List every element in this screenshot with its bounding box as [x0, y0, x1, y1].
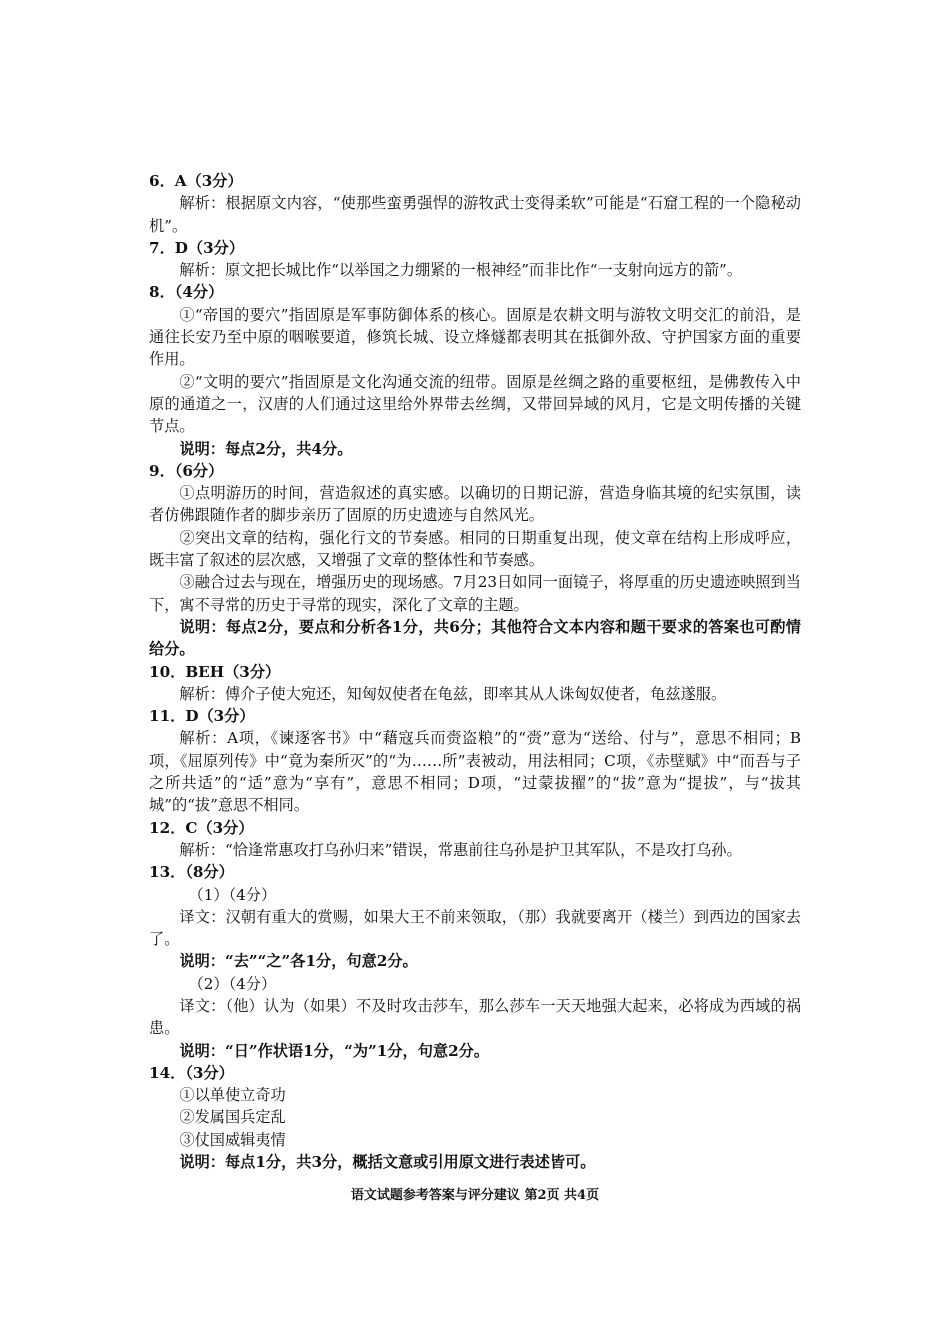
q11-explanation: 解析：A项，《谏逐客书》中“藉寇兵而赍盗粮”的“赍”意为“送给、付与”，意思不相同；B项，《屈原列传》中“竟为秦所灭”的“为……所”表被动，用法相同；C项，《赤壁赋》中“而吾与子之所共适”的“适”意为“享有”，意思不相同；D项，“过蒙拔擢”的“拔”意为“提拔”，与“拔其城”的“拔”意思不相同。: [149, 729, 801, 815]
q8-point-2: ②“文明的要穴”指固原是文化沟通交流的纽带。固原是丝绸之路的重要枢纽，是佛教传入中原的通道之一，汉唐的人们通过这里给外界带去丝绸，又带回异域的风月，它是文明传播的关键节点。: [149, 372, 801, 436]
q9-answer: 9．（6分）: [149, 461, 224, 480]
q8-point-1: ①“帝国的要穴”指固原是军事防御体系的核心。固原是农耕文明与游牧文明交汇的前沿，是通往长安乃至中原的咽喉要道，修筑长城、设立烽燧都表明其在抵御外敌、守护国家方面的重要作用。: [149, 305, 801, 369]
q14-point-3: ③仗国威辑夷情: [179, 1130, 286, 1149]
page-footer: 语文试题参考答案与评分建议 第2页 共4页: [350, 1188, 600, 1203]
q12-explanation: 解析：“恰逢常惠攻打乌孙归来”错误，常惠前往乌孙是护卫其军队，不是攻打乌孙。: [179, 840, 742, 859]
q13-translation-1: 译文：汉朝有重大的赏赐，如果大王不前来领取，（那）我就要离开（楼兰）到西边的国家去了。: [149, 907, 801, 949]
q13-sub-2: （2）（4分）: [188, 974, 277, 993]
q11-answer: 11．D（3分）: [149, 707, 255, 726]
q14-answer: 14．（3分）: [149, 1063, 234, 1082]
q7-answer: 7．D（3分）: [149, 238, 245, 257]
q12-answer: 12．C（3分）: [149, 818, 254, 837]
q10-explanation: 解析：傅介子使大宛还，知匈奴使者在龟兹，即率其从人诛匈奴使者，龟兹遂服。: [179, 684, 727, 703]
answer-key-page: [149, 170, 801, 1173]
q9-point-3: ③融合过去与现在，增强历史的现场感。7月23日如同一面镜子，将厚重的历史遗迹映照到当下，寓不寻常的历史于寻常的现实，深化了文章的主题。: [149, 573, 801, 614]
q8-scoring-note: 说明：每点2分，共4分。: [179, 439, 353, 458]
q10-answer: 10．BEH（3分）: [149, 662, 281, 681]
q8-answer: 8．（4分）: [149, 283, 224, 302]
q14-scoring-note: 说明：每点1分，共3分，概括文意或引用原文进行表述皆可。: [179, 1153, 596, 1172]
q6-answer: 6．A（3分）: [149, 172, 243, 190]
q13-sub-1: （1）（4分）: [188, 885, 277, 904]
q9-point-2: ②突出文章的结构，强化行文的节奏感。相同的日期重复出现，使文章在结构上形成呼应，既丰富了叙述的层次感，又增强了文章的整体性和节奏感。: [149, 528, 801, 570]
q13-translation-2: 译文：（他）认为（如果）不及时攻击莎车，那么莎车一天天地强大起来，必将成为西域的祸患。: [149, 996, 801, 1038]
q14-point-2: ②发属国兵定乱: [179, 1108, 286, 1127]
q6-explanation: 解析：根据原文内容，“使那些蛮勇强悍的游牧武士变得柔软”可能是“石窟工程的一个隐秘动机”。: [149, 194, 801, 235]
q13-scoring-note-2: 说明：“日”作状语1分，“为”1分，句意2分。: [179, 1041, 490, 1060]
q7-explanation: 解析：原文把长城比作“以举国之力绷紧的一根神经”而非比作“一支射向远方的箭”。: [179, 261, 743, 280]
q14-point-1: ①以单使立奇功: [179, 1086, 286, 1105]
q9-point-1: ①点明游历的时间，营造叙述的真实感。以确切的日期记游，营造身临其境的纪实氛围，读者仿佛跟随作者的脚步亲历了固原的历史遗迹与自然风光。: [149, 484, 801, 525]
q13-answer: 13．（8分）: [149, 863, 234, 882]
q13-scoring-note-1: 说明：“去”“之”各1分，句意2分。: [179, 952, 418, 971]
q9-scoring-note: 说明：每点2分，要点和分析各1分，共6分；其他符合文本内容和题干要求的答案也可酌情给分。: [149, 617, 801, 659]
